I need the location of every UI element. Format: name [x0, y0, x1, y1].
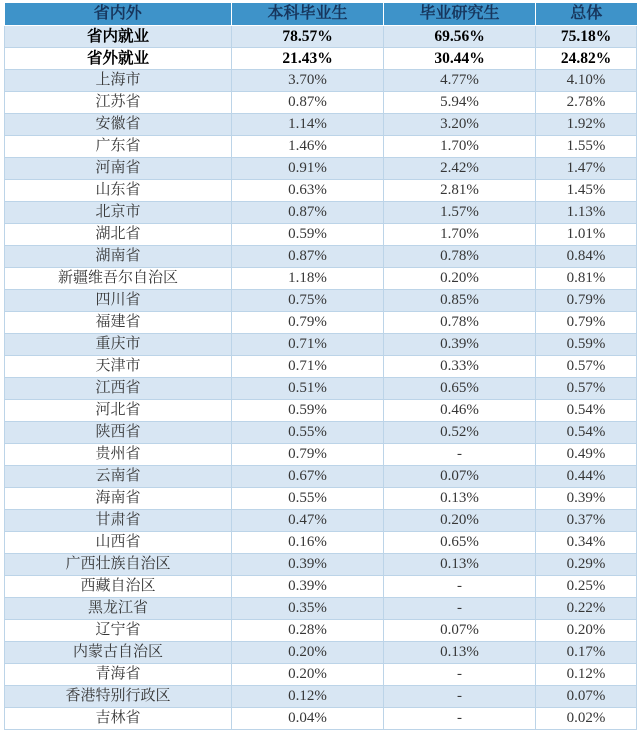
value-cell: 5.94% [384, 92, 536, 114]
value-cell: 0.59% [536, 334, 637, 356]
value-cell: 3.20% [384, 114, 536, 136]
value-cell: 0.39% [232, 576, 384, 598]
table-row [5, 26, 637, 48]
value-cell: 0.07% [384, 466, 536, 488]
table-row [5, 246, 637, 268]
region-label: 广西壮族自治区 [5, 554, 232, 576]
value-cell: 0.55% [232, 422, 384, 444]
value-cell: 0.71% [232, 334, 384, 356]
table-row [5, 356, 637, 378]
value-cell: 0.59% [232, 224, 384, 246]
value-cell: 21.43% [232, 48, 384, 70]
value-cell: 0.79% [536, 312, 637, 334]
table-row [5, 334, 637, 356]
value-cell: 0.20% [232, 642, 384, 664]
value-cell: 0.13% [384, 642, 536, 664]
value-cell: - [384, 576, 536, 598]
region-label: 湖南省 [5, 246, 232, 268]
column-header: 本科毕业生 [232, 3, 384, 26]
header-row [5, 3, 637, 26]
table-row [5, 532, 637, 554]
region-label: 内蒙古自治区 [5, 642, 232, 664]
value-cell: 0.02% [536, 708, 637, 730]
value-cell: 2.42% [384, 158, 536, 180]
value-cell: 0.63% [232, 180, 384, 202]
column-header: 毕业研究生 [384, 3, 536, 26]
value-cell: 0.49% [536, 444, 637, 466]
value-cell: 1.57% [384, 202, 536, 224]
table-row [5, 158, 637, 180]
region-label: 北京市 [5, 202, 232, 224]
value-cell: 0.13% [384, 554, 536, 576]
table-row [5, 400, 637, 422]
table-row [5, 686, 637, 708]
value-cell: 1.92% [536, 114, 637, 136]
region-label: 山西省 [5, 532, 232, 554]
value-cell: 1.55% [536, 136, 637, 158]
value-cell: 0.81% [536, 268, 637, 290]
value-cell: 0.59% [232, 400, 384, 422]
value-cell: 75.18% [536, 26, 637, 48]
value-cell: 0.04% [232, 708, 384, 730]
region-label: 黑龙江省 [5, 598, 232, 620]
value-cell: 0.79% [536, 290, 637, 312]
region-label: 广东省 [5, 136, 232, 158]
value-cell: 4.10% [536, 70, 637, 92]
table-row [5, 224, 637, 246]
table-row [5, 466, 637, 488]
value-cell: 0.71% [232, 356, 384, 378]
value-cell: 1.70% [384, 136, 536, 158]
value-cell: 0.34% [536, 532, 637, 554]
value-cell: 1.13% [536, 202, 637, 224]
region-label: 河北省 [5, 400, 232, 422]
value-cell: 0.44% [536, 466, 637, 488]
table-row [5, 422, 637, 444]
value-cell: 0.39% [232, 554, 384, 576]
value-cell: 3.70% [232, 70, 384, 92]
value-cell: 24.82% [536, 48, 637, 70]
value-cell: 0.65% [384, 532, 536, 554]
value-cell: 69.56% [384, 26, 536, 48]
region-label: 重庆市 [5, 334, 232, 356]
table-row [5, 598, 637, 620]
column-header: 省内外 [5, 3, 232, 26]
region-label: 吉林省 [5, 708, 232, 730]
table-row [5, 312, 637, 334]
value-cell: 0.13% [384, 488, 536, 510]
region-label: 安徽省 [5, 114, 232, 136]
value-cell: 0.57% [536, 378, 637, 400]
value-cell: - [384, 444, 536, 466]
table-row [5, 48, 637, 70]
value-cell: 0.54% [536, 422, 637, 444]
table-row [5, 268, 637, 290]
value-cell: 78.57% [232, 26, 384, 48]
value-cell: 1.18% [232, 268, 384, 290]
value-cell: 4.77% [384, 70, 536, 92]
value-cell: 0.91% [232, 158, 384, 180]
value-cell: 0.85% [384, 290, 536, 312]
region-label: 云南省 [5, 466, 232, 488]
table-row [5, 708, 637, 730]
value-cell: 0.33% [384, 356, 536, 378]
value-cell: 0.20% [384, 510, 536, 532]
table-row [5, 92, 637, 114]
region-label: 福建省 [5, 312, 232, 334]
region-label: 河南省 [5, 158, 232, 180]
region-label: 西藏自治区 [5, 576, 232, 598]
value-cell: 0.78% [384, 312, 536, 334]
region-label: 青海省 [5, 664, 232, 686]
value-cell: 0.51% [232, 378, 384, 400]
table-row [5, 114, 637, 136]
value-cell: 0.47% [232, 510, 384, 532]
region-label: 海南省 [5, 488, 232, 510]
value-cell: 30.44% [384, 48, 536, 70]
region-label: 湖北省 [5, 224, 232, 246]
table-row [5, 576, 637, 598]
table-row [5, 554, 637, 576]
value-cell: 0.28% [232, 620, 384, 642]
region-label: 甘肃省 [5, 510, 232, 532]
region-label: 天津市 [5, 356, 232, 378]
value-cell: 2.81% [384, 180, 536, 202]
region-label: 山东省 [5, 180, 232, 202]
table-row [5, 378, 637, 400]
value-cell: 0.54% [536, 400, 637, 422]
table-row [5, 488, 637, 510]
value-cell: 0.57% [536, 356, 637, 378]
value-cell: 0.78% [384, 246, 536, 268]
value-cell: 1.46% [232, 136, 384, 158]
value-cell: 0.12% [232, 686, 384, 708]
value-cell: 0.79% [232, 312, 384, 334]
value-cell: - [384, 708, 536, 730]
table-body [5, 26, 637, 730]
region-label: 江苏省 [5, 92, 232, 114]
table-row [5, 180, 637, 202]
value-cell: 1.14% [232, 114, 384, 136]
value-cell: 0.20% [536, 620, 637, 642]
value-cell: 0.39% [536, 488, 637, 510]
value-cell: 0.79% [232, 444, 384, 466]
table-row [5, 642, 637, 664]
value-cell: 0.25% [536, 576, 637, 598]
value-cell: 0.29% [536, 554, 637, 576]
value-cell: 0.12% [536, 664, 637, 686]
region-label: 省内就业 [5, 26, 232, 48]
value-cell: - [384, 686, 536, 708]
value-cell: 0.55% [232, 488, 384, 510]
region-label: 辽宁省 [5, 620, 232, 642]
region-label: 新疆维吾尔自治区 [5, 268, 232, 290]
region-label: 四川省 [5, 290, 232, 312]
value-cell: - [384, 664, 536, 686]
value-cell: 0.35% [232, 598, 384, 620]
value-cell: 0.22% [536, 598, 637, 620]
value-cell: 0.67% [232, 466, 384, 488]
value-cell: 1.47% [536, 158, 637, 180]
value-cell: 0.17% [536, 642, 637, 664]
value-cell: 0.65% [384, 378, 536, 400]
value-cell: 1.45% [536, 180, 637, 202]
value-cell: 0.16% [232, 532, 384, 554]
value-cell: 1.01% [536, 224, 637, 246]
region-label: 陕西省 [5, 422, 232, 444]
value-cell: 0.87% [232, 202, 384, 224]
value-cell: 0.20% [232, 664, 384, 686]
value-cell: 2.78% [536, 92, 637, 114]
region-label: 贵州省 [5, 444, 232, 466]
table-row [5, 620, 637, 642]
value-cell: 0.07% [384, 620, 536, 642]
value-cell: 0.87% [232, 92, 384, 114]
column-header: 总体 [536, 3, 637, 26]
table-row [5, 70, 637, 92]
value-cell: 0.37% [536, 510, 637, 532]
value-cell: 0.07% [536, 686, 637, 708]
table-row [5, 290, 637, 312]
table-row [5, 136, 637, 158]
value-cell: 0.20% [384, 268, 536, 290]
value-cell: 0.87% [232, 246, 384, 268]
value-cell: - [384, 598, 536, 620]
table-row [5, 664, 637, 686]
table-row [5, 202, 637, 224]
region-label: 江西省 [5, 378, 232, 400]
value-cell: 1.70% [384, 224, 536, 246]
region-label: 香港特别行政区 [5, 686, 232, 708]
region-label: 上海市 [5, 70, 232, 92]
table-row [5, 510, 637, 532]
region-label: 省外就业 [5, 48, 232, 70]
value-cell: 0.39% [384, 334, 536, 356]
value-cell: 0.52% [384, 422, 536, 444]
table-row [5, 444, 637, 466]
value-cell: 0.46% [384, 400, 536, 422]
employment-by-province-table [4, 3, 637, 730]
value-cell: 0.75% [232, 290, 384, 312]
value-cell: 0.84% [536, 246, 637, 268]
